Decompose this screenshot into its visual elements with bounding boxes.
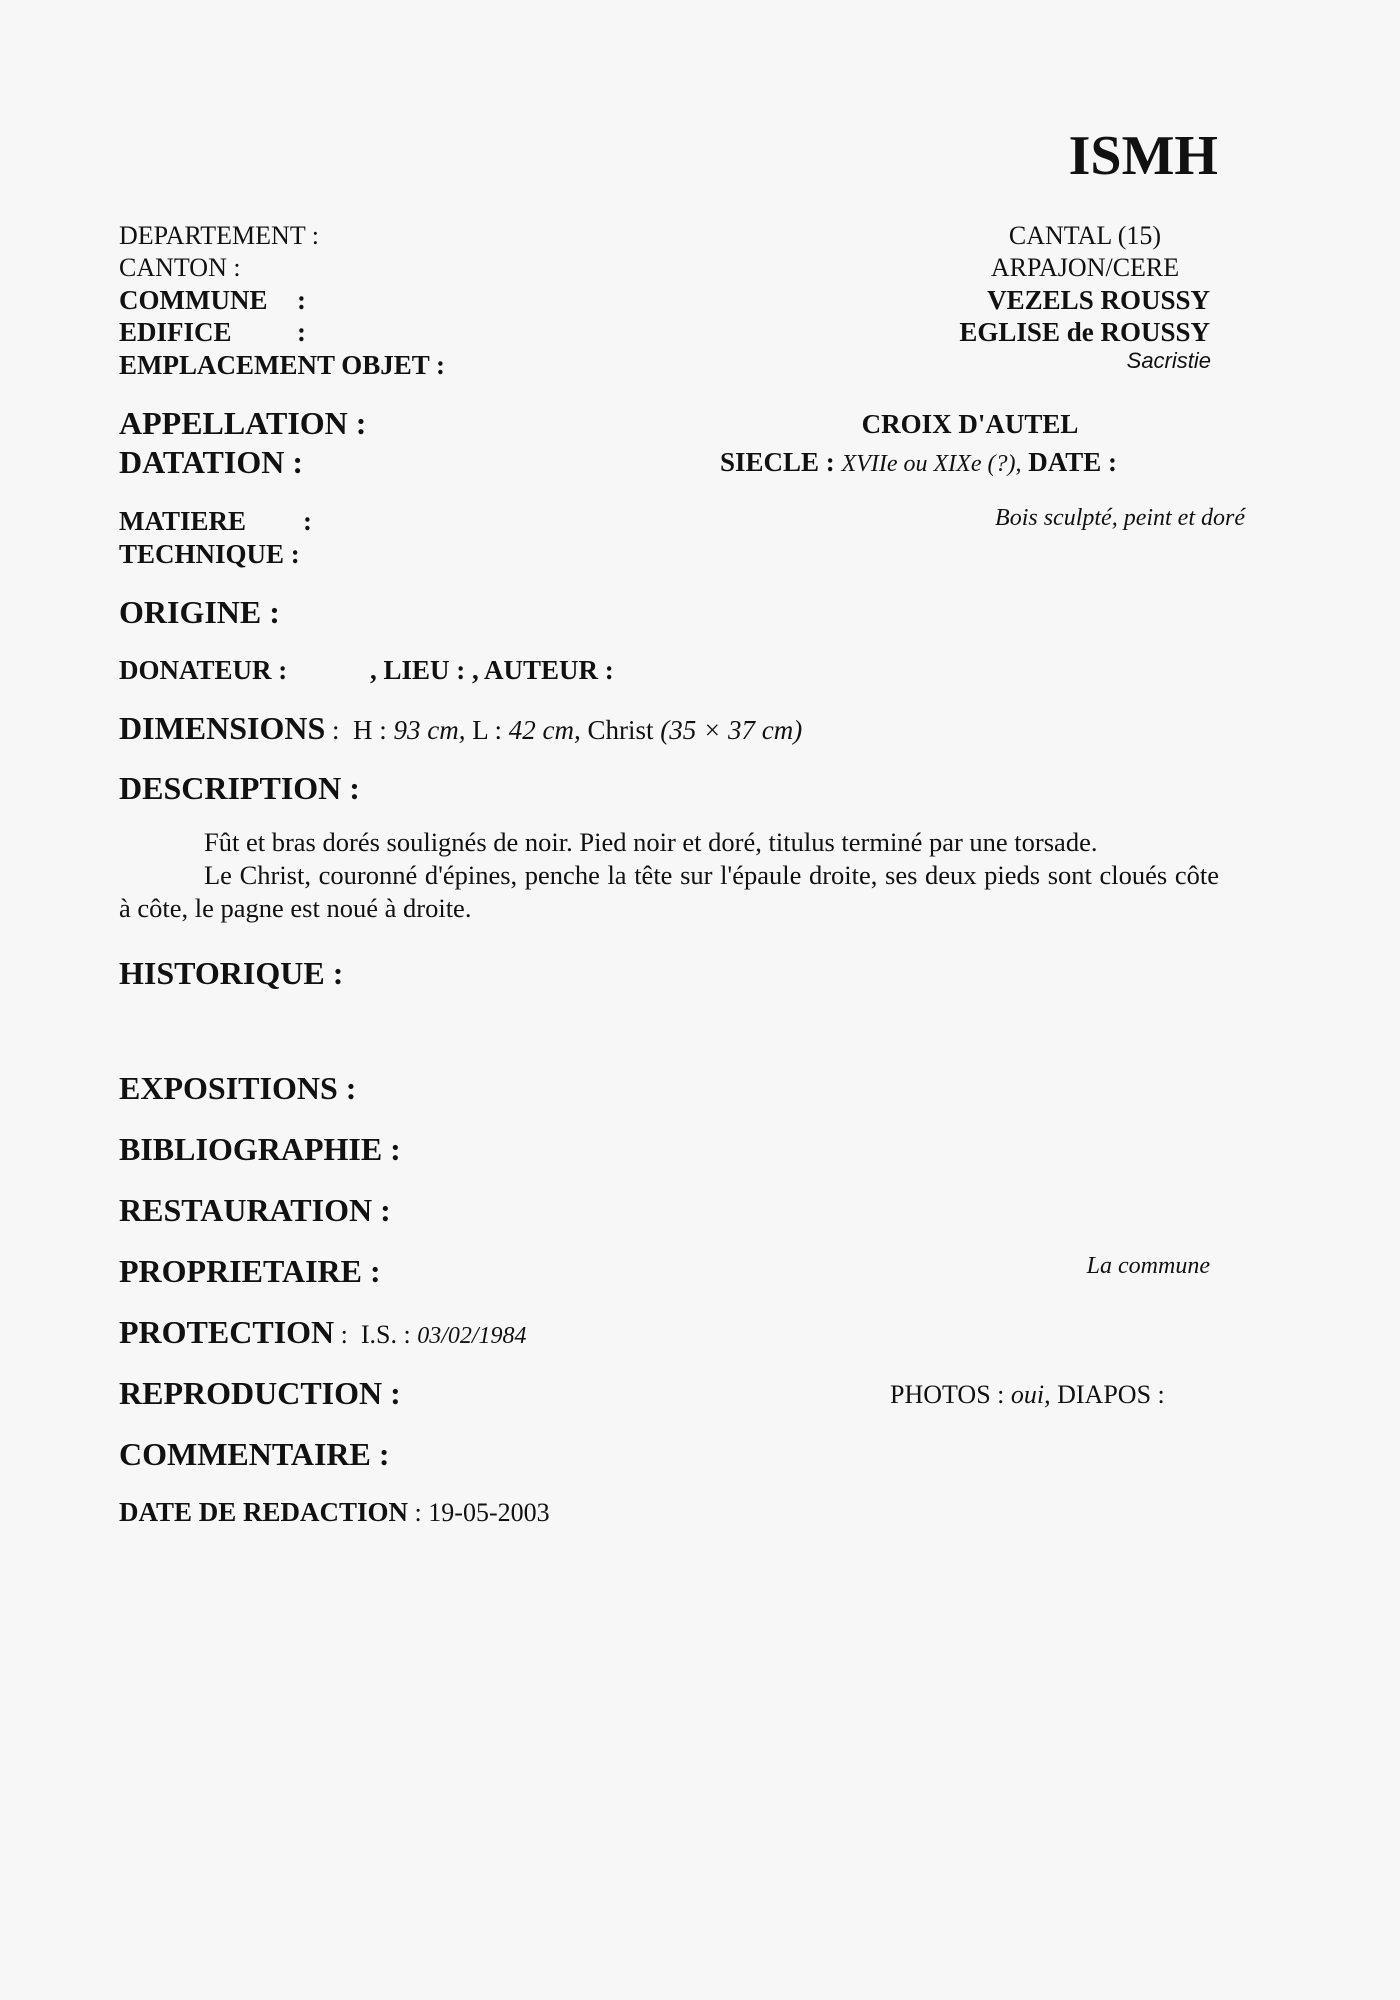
appellation-label: APPELLATION : — [119, 405, 367, 441]
matiere-value: Bois sculpté, peint et doré — [995, 505, 1245, 531]
dim-christ-close: ) — [793, 715, 803, 745]
dim-christ-value: 35 × 37 cm — [669, 715, 794, 745]
date-label: DATE : — [1028, 447, 1117, 477]
departement-label: DEPARTEMENT : — [119, 221, 319, 250]
redaction-line — [119, 1497, 550, 1528]
lieu-auteur-labels: , LIEU : , AUTEUR : — [370, 655, 614, 685]
description-text — [119, 826, 1219, 925]
commune-label: COMMUNE — [119, 285, 268, 315]
siecle-label: SIECLE : — [720, 447, 835, 477]
redaction-label: DATE DE REDACTION — [119, 1497, 409, 1527]
redaction-colon: : — [414, 1498, 422, 1527]
canton-label: CANTON : — [119, 253, 241, 282]
technique-label: TECHNIQUE : — [119, 539, 300, 569]
datation-label: DATATION : — [119, 444, 303, 480]
dim-l-label: L : — [472, 715, 503, 745]
siecle-value: XVIIe ou XIXe (?), — [841, 451, 1022, 477]
dim-christ-open: ( — [660, 715, 670, 745]
commentaire-label: COMMENTAIRE : — [119, 1436, 390, 1472]
protection-is-value: 03/02/1984 — [417, 1323, 527, 1349]
origine-label: ORIGINE : — [119, 594, 280, 630]
dim-h-label: H : — [353, 715, 387, 745]
dim-christ-label: Christ — [587, 715, 654, 745]
emplacement-value: Sacristie — [1126, 348, 1211, 373]
emplacement-label: EMPLACEMENT OBJET : — [119, 350, 446, 380]
proprietaire-label: PROPRIETAIRE : — [119, 1253, 381, 1289]
donateur-label: DONATEUR : — [119, 655, 288, 685]
edifice-label: EDIFICE — [119, 317, 232, 347]
appellation-value: CROIX D'AUTEL — [861, 409, 1079, 439]
photos-label: PHOTOS : — [890, 1380, 1005, 1409]
dim-h-value: 93 cm, — [393, 715, 466, 745]
description-paragraph-1: Fût et bras dorés soulignés de noir. Pied noir et doré, titulus terminé par une torsade. — [204, 827, 1098, 857]
reproduction-label: REPRODUCTION : — [119, 1375, 401, 1411]
commune-value: VEZELS ROUSSY — [987, 285, 1210, 315]
protection-is-label: I.S. : — [360, 1320, 411, 1349]
photos-value: oui, — [1010, 1380, 1051, 1409]
dimensions-label: DIMENSIONS — [119, 710, 326, 746]
edifice-value: EGLISE de ROUSSY — [959, 317, 1210, 347]
dim-l-value: 42 cm, — [508, 715, 581, 745]
edifice-colon: : — [297, 317, 306, 347]
photos-line — [890, 1380, 1165, 1410]
siecle-line — [720, 447, 1117, 478]
departement-value: CANTAL (15) — [1008, 221, 1162, 250]
commune-colon: : — [297, 285, 306, 315]
description-label: DESCRIPTION : — [119, 770, 360, 806]
canton-value: ARPAJON/CERE — [990, 253, 1180, 282]
dimensions-line — [119, 710, 802, 747]
diapos-label: DIAPOS : — [1057, 1380, 1165, 1409]
expositions-label: EXPOSITIONS : — [119, 1070, 357, 1106]
dimensions-colon: : — [332, 715, 340, 745]
protection-label: PROTECTION — [119, 1314, 335, 1350]
bibliographie-label: BIBLIOGRAPHIE : — [119, 1131, 401, 1167]
redaction-value: 19-05-2003 — [428, 1498, 550, 1527]
protection-colon: : — [340, 1320, 348, 1349]
proprietaire-value: La commune — [1086, 1253, 1210, 1279]
historique-label: HISTORIQUE : — [119, 955, 344, 991]
restauration-label: RESTAURATION : — [119, 1192, 391, 1228]
matiere-colon: : — [303, 506, 312, 536]
description-paragraph-2: Le Christ, couronné d'épines, penche la tête sur l'épaule droite, ses deux pieds sont cloués côte à côte, le pagne est noué à droite. — [119, 860, 1219, 923]
protection-line — [119, 1314, 527, 1351]
document-title: ISMH — [1068, 125, 1218, 187]
matiere-label: MATIERE — [119, 506, 247, 536]
